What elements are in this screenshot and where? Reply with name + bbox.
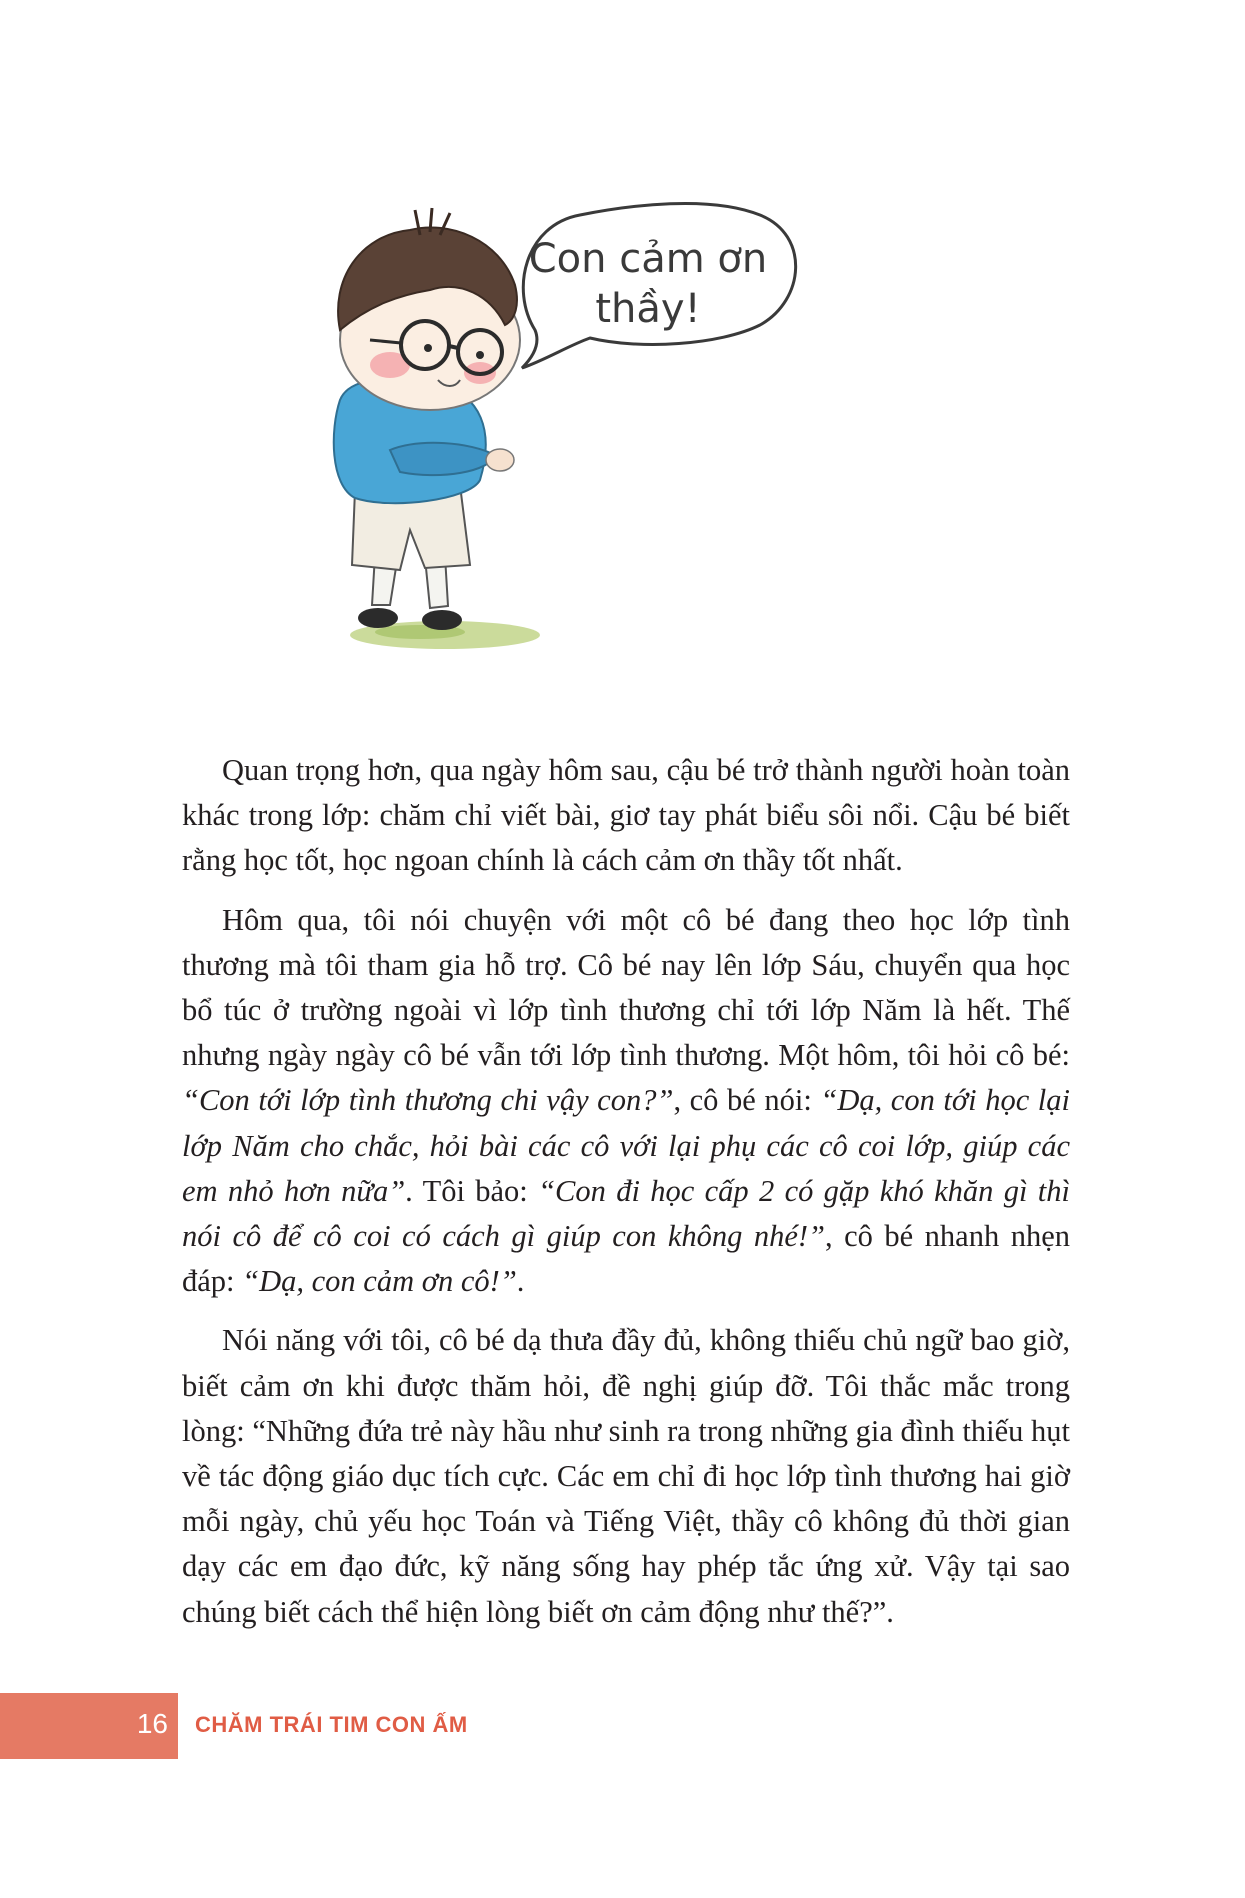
- running-title: CHĂM TRÁI TIM CON ẤM: [195, 1712, 468, 1737]
- paragraph-2-text: Hôm qua, tôi nói chuyện với một cô bé đang theo học lớp tình thương mà tôi tham gia hỗ trợ. Cô bé nay lên lớp Sáu, chuyển qua học bổ túc ở trường ngoài vì lớp tình thương chỉ tới lớp Năm là hết. Thế nhưng ngày ngày cô bé vẫn tới lớp tình thương. Một hôm, tôi hỏi cô bé:: [182, 902, 1070, 1073]
- speech-bubble: [522, 203, 796, 368]
- paragraph-2-text: , cô bé nói:: [673, 1083, 821, 1118]
- paragraph-3: [182, 1318, 1070, 1634]
- quote-thanks: “Dạ, con cảm ơn cô!”: [242, 1264, 517, 1299]
- page-number: 16: [136, 1708, 168, 1739]
- paragraph-2-text: .: [516, 1264, 525, 1299]
- speech-bubble-line2: thầy!: [595, 286, 701, 332]
- paragraph-2: [182, 898, 1070, 1305]
- boy-illustration: [330, 180, 930, 700]
- paragraph-1-text: Quan trọng hơn, qua ngày hôm sau, cậu bé trở thành người hoàn toàn khác trong lớp: chăm chỉ viết bài, giơ tay phát biểu sôi nổi. Cậu bé biết rằng học tốt, học ngoan chính là cách cảm ơn thầy tốt nhất.: [182, 753, 1070, 878]
- boy-head: [338, 208, 520, 410]
- body-text: [182, 748, 1070, 1649]
- quote-answer: “Dạ, con tới học lại lớp Năm cho chắc, hỏi bài các cô với lại phụ các cô coi lớp, giúp các em nhỏ hơn nữa”: [182, 1083, 1070, 1208]
- quote-question: “Con tới lớp tình thương chi vậy con?”: [182, 1083, 674, 1118]
- paragraph-1: [182, 748, 1070, 884]
- quote-advice: “Con đi học cấp 2 có gặp khó khăn gì thì nói cô để cô coi có cách gì giúp con không nhé!”: [182, 1173, 1070, 1254]
- paragraph-2-text: , cô bé nhanh nhẹn đáp:: [182, 1219, 1070, 1299]
- paragraph-3-text: Nói năng với tôi, cô bé dạ thưa đầy đủ, không thiếu chủ ngữ bao giờ, biết cảm ơn khi được thăm hỏi, đề nghị giúp đỡ. Tôi thắc mắc trong lòng: “Những đứa trẻ này hầu như sinh ra trong những gia đình thiếu hụt về tác động giáo dục tích cực. Các em chỉ đi học lớp tình thương hai giờ mỗi ngày, chủ yếu học Toán và Tiếng Việt, thầy cô không đủ thời gian dạy các em đạo đức, kỹ năng sống hay phép tắc ứng xử. Vậy tại sao chúng biết cách thể hiện lòng biết ơn cảm động như thế?”.: [182, 1323, 1070, 1629]
- speech-bubble-line1: Con cảm ơn: [528, 236, 768, 282]
- boy-drawing: [330, 180, 930, 700]
- paragraph-2-text: . Tôi bảo:: [405, 1173, 539, 1208]
